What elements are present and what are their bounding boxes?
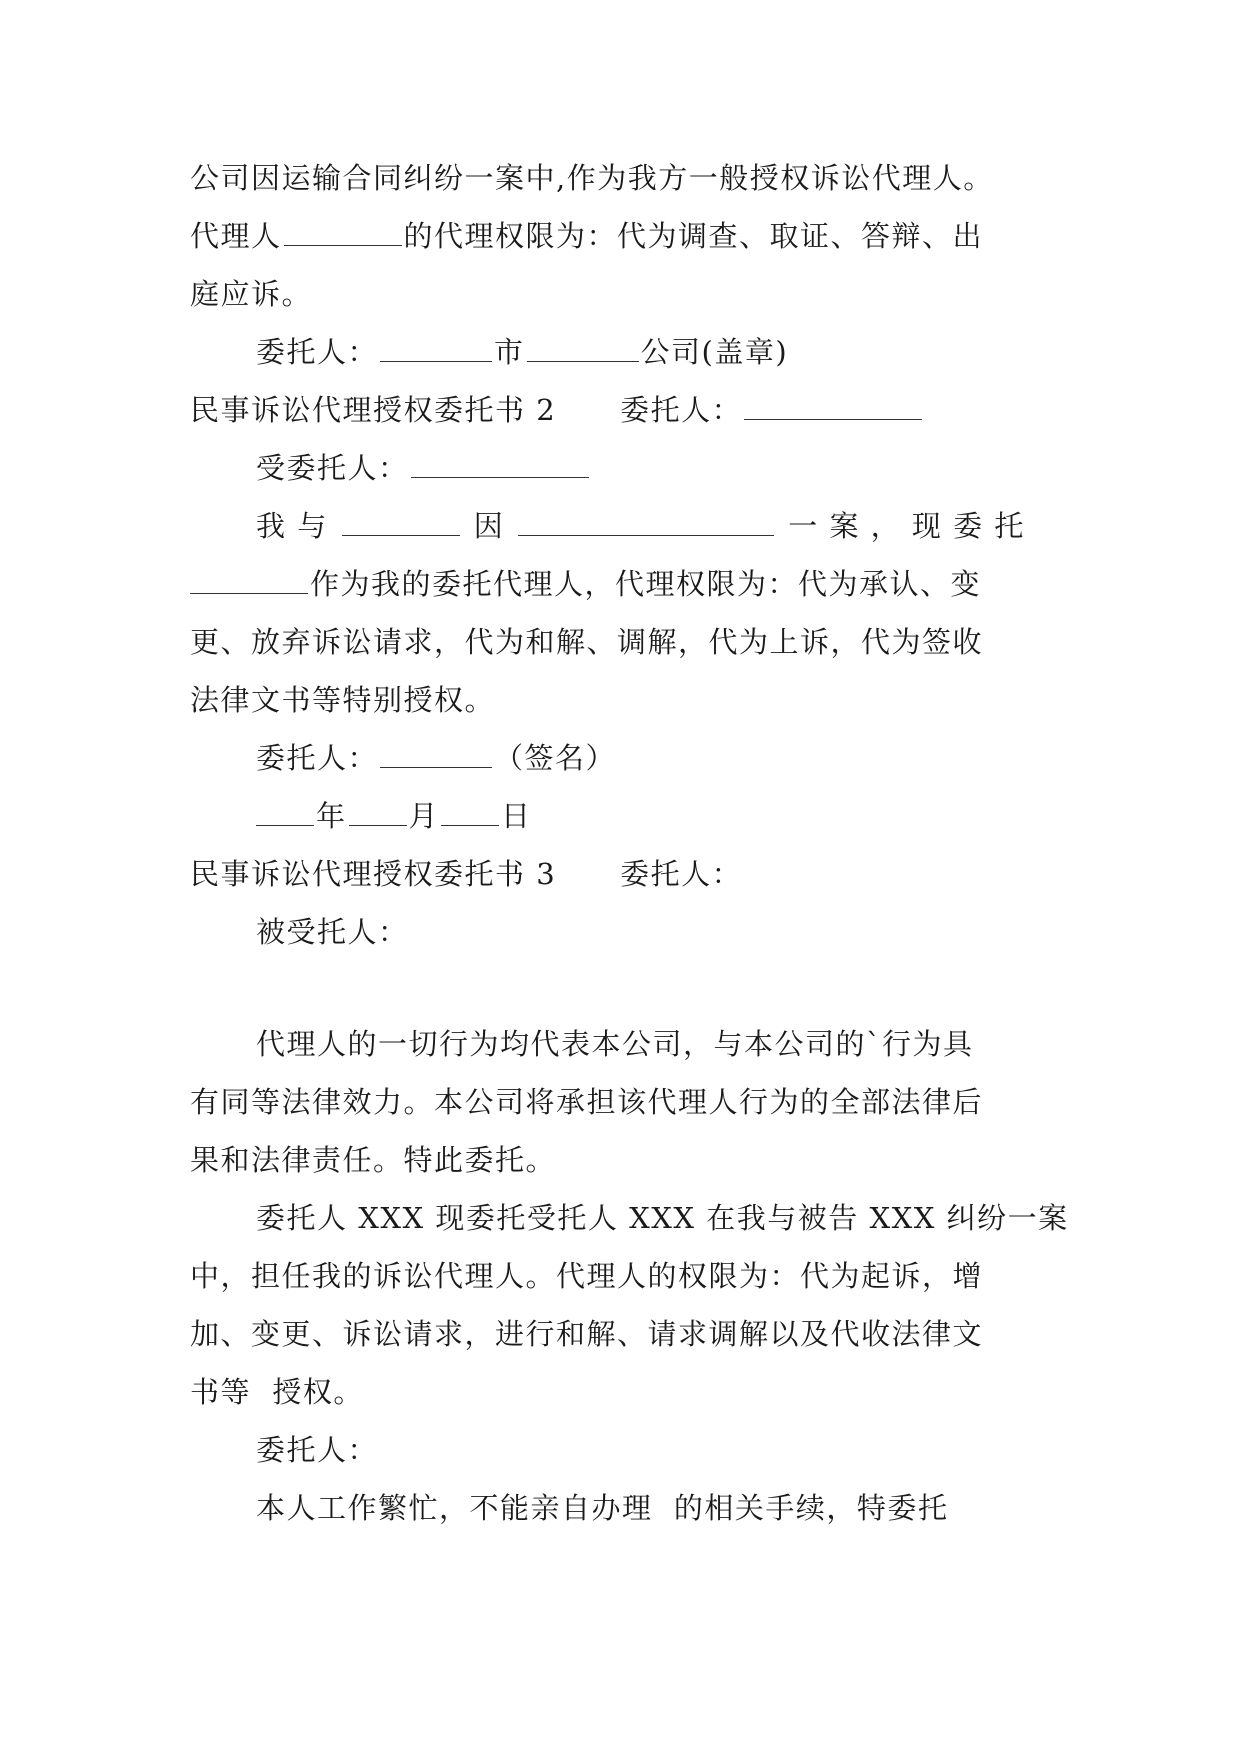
text-line <box>190 1140 556 1180</box>
text: 年 <box>316 799 347 833</box>
text: 更、放弃诉讼请求，代为和解、调解，代为上诉，代为签收 <box>190 625 984 659</box>
date-line <box>256 796 532 836</box>
text: 因 <box>473 509 505 543</box>
text: 委托人： <box>256 741 379 775</box>
text-line <box>256 506 1025 546</box>
text: （签名） <box>494 741 617 775</box>
text-line <box>256 332 788 372</box>
blank-underline <box>380 335 492 362</box>
text: 委托人 XXX 现委托受托人 XXX 在我与被告 XXX 纠纷一案 <box>256 1201 1069 1235</box>
blank-underline <box>518 509 774 536</box>
text: 月 <box>408 799 440 833</box>
text: 委托人： <box>256 1433 379 1467</box>
text: 公司(盖章) <box>640 335 789 369</box>
blank-underline <box>284 219 402 246</box>
text-line <box>256 1024 974 1064</box>
text-line <box>190 1372 364 1412</box>
text: 委托人： <box>620 393 743 427</box>
text-line <box>190 1256 983 1296</box>
text-line <box>256 1430 378 1470</box>
text: 果和法律责任。特此委托。 <box>190 1143 557 1177</box>
text-line <box>190 216 983 256</box>
text-line <box>190 274 312 314</box>
text-line <box>256 448 591 488</box>
text: 被受托人： <box>256 915 409 949</box>
blank-underline <box>190 567 308 594</box>
section-heading <box>190 390 924 430</box>
text: 代理人的一切行为均代表本公司，与本公司的`行为具 <box>256 1027 974 1061</box>
text: 加、变更、诉讼请求，进行和解、请求调解以及代收法律文 <box>190 1317 984 1351</box>
text: 我 与 <box>256 509 328 543</box>
text: 日 <box>501 799 532 833</box>
blank-underline <box>527 335 639 362</box>
section-title: 民事诉讼代理授权委托书 2 <box>190 393 557 427</box>
text-line <box>256 912 409 952</box>
text: 法律文书等特别授权。 <box>190 683 496 717</box>
text: 书等 授权。 <box>190 1375 364 1409</box>
blank-underline <box>349 799 407 826</box>
blank-underline <box>441 799 499 826</box>
text: 的代理权限为：代为调查、取证、答辩、出 <box>403 219 984 253</box>
text-line <box>190 1314 983 1354</box>
text: 市 <box>494 335 525 369</box>
section-heading <box>190 854 742 894</box>
text: 一 案 ， 现 委 托 <box>788 509 1025 543</box>
text-line <box>190 1082 983 1122</box>
text: 中，担任我的诉讼代理人。代理人的权限为：代为起诉，增 <box>190 1259 984 1293</box>
text: 受委托人： <box>256 451 409 485</box>
text-line <box>256 1488 948 1528</box>
text: 庭应诉。 <box>190 277 313 311</box>
blank-underline <box>342 509 460 536</box>
text-line <box>190 680 495 720</box>
text: 委托人： <box>620 857 743 891</box>
section-title: 民事诉讼代理授权委托书 3 <box>190 857 557 891</box>
blank-underline <box>744 393 922 420</box>
text: 公司因运输合同纠纷一案中,作为我方一般授权诉讼代理人。 <box>190 161 994 195</box>
text-line <box>190 622 983 662</box>
text: 作为我的委托代理人，代理权限为：代为承认、变 <box>310 567 982 601</box>
text-line <box>190 158 994 198</box>
text-line <box>256 738 616 778</box>
text-line <box>190 564 981 604</box>
text: 本人工作繁忙，不能亲自办理 的相关手续，特委托 <box>256 1491 949 1525</box>
text: 代理人 <box>190 219 282 253</box>
blank-underline <box>380 741 492 768</box>
blank-underline <box>256 799 314 826</box>
blank-underline <box>411 451 589 478</box>
text: 委托人： <box>256 335 379 369</box>
text-line <box>256 1198 1069 1238</box>
text: 有同等法律效力。本公司将承担该代理人行为的全部法律后 <box>190 1085 984 1119</box>
